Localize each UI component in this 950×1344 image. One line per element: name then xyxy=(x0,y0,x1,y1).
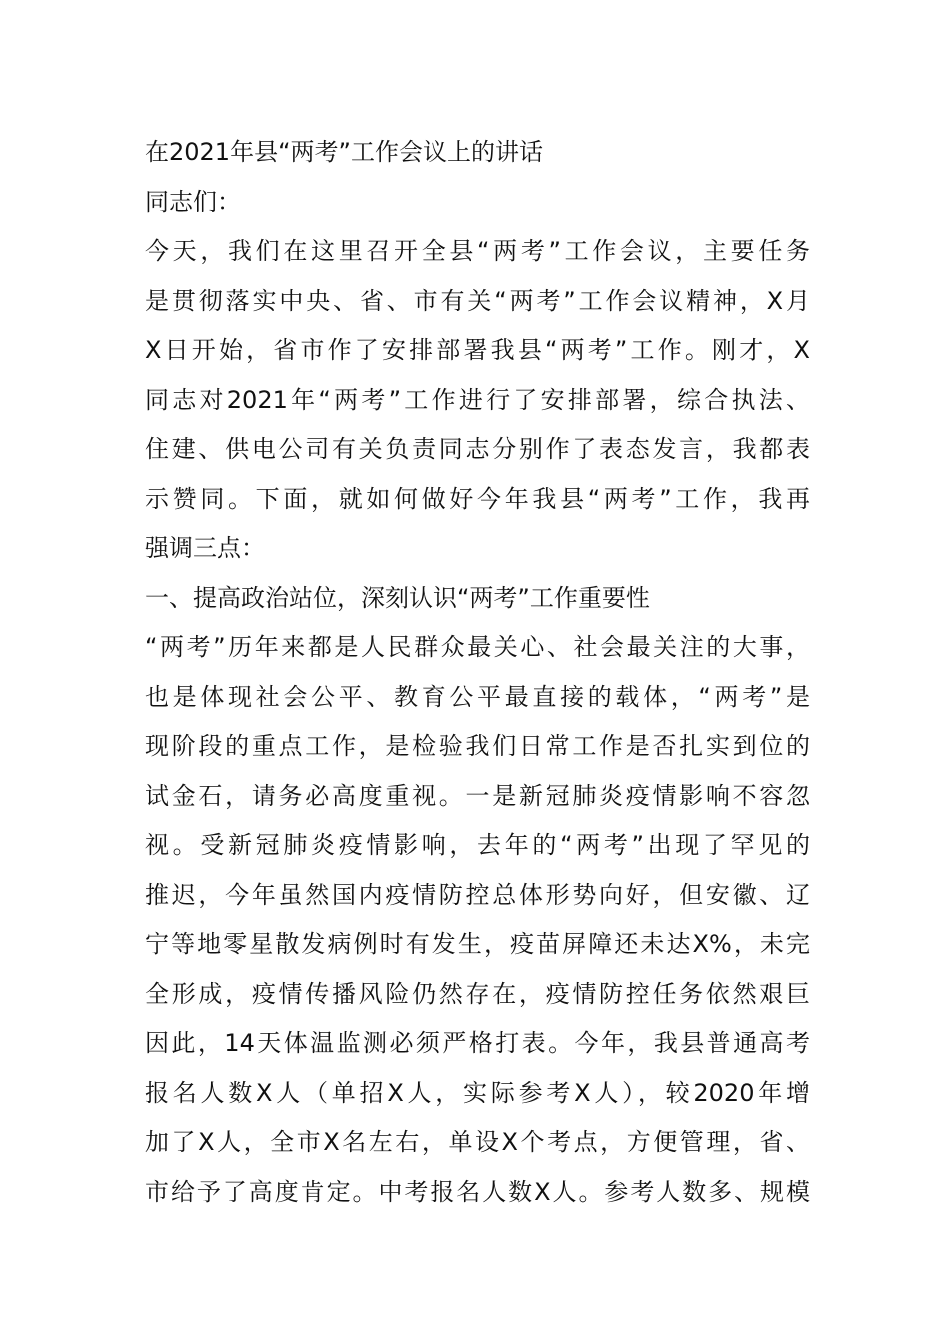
section-paragraph-line: 现阶段的重点工作，是检验我们日常工作是否扎实到位的 xyxy=(145,732,810,760)
salutation: 同志们： xyxy=(145,187,241,216)
paragraph-line: 强调三点： xyxy=(145,534,265,562)
section-paragraph-line: 试金石，请务必高度重视。一是新冠肺炎疫情影响不容忽 xyxy=(145,781,810,810)
section-paragraph-line: 全形成，疫情传播风险仍然存在，疫情防控任务依然艰巨 xyxy=(145,979,810,1008)
section-paragraph-line: 推迟，今年虽然国内疫情防控总体形势向好，但安徽、辽 xyxy=(145,880,810,909)
paragraph-line: X日开始，省市作了安排部署我县“两考”工作。刚才，X xyxy=(145,336,810,364)
paragraph-line: 住建、供电公司有关负责同志分别作了表态发言，我都表 xyxy=(145,435,810,463)
section-paragraph-line: 宁等地零星散发病例时有发生，疫苗屏障还未达X%，未完 xyxy=(145,930,810,958)
document-body xyxy=(145,128,810,1217)
paragraph-line: 是贯彻落实中央、省、市有关“两考”工作会议精神，X月 xyxy=(145,286,810,315)
section-paragraph-line: 加了X人，全市X名左右，单设X个考点，方便管理，省、 xyxy=(145,1128,810,1156)
section-paragraph-line: “两考”历年来都是人民群众最关心、社会最关注的大事， xyxy=(145,633,810,661)
section-paragraph-line: 也是体现社会公平、教育公平最直接的载体，“两考”是 xyxy=(145,682,810,711)
section-paragraph-line: 因此，14天体温监测必须严格打表。今年，我县普通高考 xyxy=(145,1029,810,1057)
section-paragraph-line: 市给予了高度肯定。中考报名人数X人。参考人数多、规模 xyxy=(145,1177,810,1206)
paragraph-line: 同志对2021年“两考”工作进行了安排部署，综合执法、 xyxy=(145,385,810,414)
section-heading: 一、提高政治站位，深刻认识“两考”工作重要性 xyxy=(145,583,650,612)
paragraph-line: 示赞同。下面，就如何做好今年我县“两考”工作，我再 xyxy=(145,484,810,513)
section-paragraph-line: 报名人数X人（单招X人，实际参考X人），较2020年增 xyxy=(145,1078,810,1107)
section-paragraph-line: 视。受新冠肺炎疫情影响，去年的“两考”出现了罕见的 xyxy=(145,831,810,859)
document-title: 在2021年县“两考”工作会议上的讲话 xyxy=(145,138,543,166)
paragraph-line: 今天，我们在这里召开全县“两考”工作会议，主要任务 xyxy=(145,237,810,265)
